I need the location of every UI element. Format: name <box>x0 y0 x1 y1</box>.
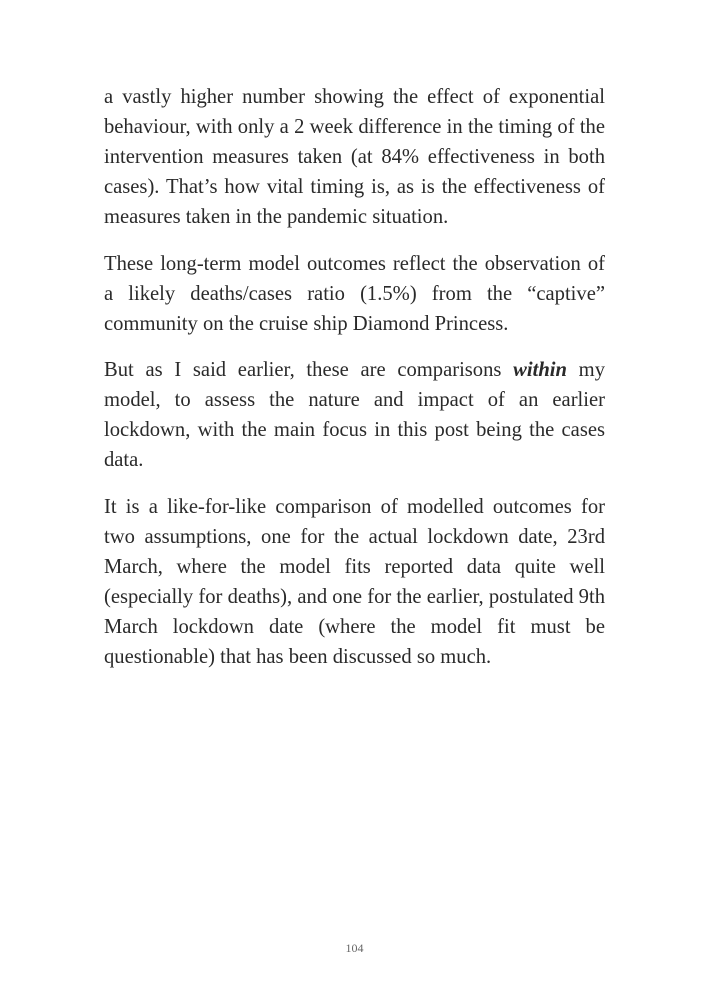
paragraph-3-after: my model, to assess the nature and impact of an earlier lockdown, with the main focus in this post being the cases data. <box>104 359 605 471</box>
emphasized-word: within <box>513 359 567 381</box>
page-number: 104 <box>345 941 364 955</box>
paragraph-1: a vastly higher number showing the effect of exponential behaviour, with only a 2 week difference in the timing of the intervention measures taken (at 84% effectiveness in both cases). That’s how vital timing is, as is the effectiveness of measures taken in the pandemic situation. <box>104 86 605 228</box>
paragraph-3-before: But as I said earlier, these are comparisons <box>104 359 514 381</box>
body-text <box>104 82 605 672</box>
paragraph-2: These long-term model outcomes reflect the observation of a likely deaths/cases ratio (1.5%) from the “captive” community on the cruise ship Diamond Princess. <box>104 252 605 335</box>
paragraph-3 <box>104 355 605 475</box>
paragraph-4: It is a like-for-like comparison of modelled outcomes for two assumptions, one for the actual lockdown date, 23rd March, where the model fits reported data quite well (especially for deaths), and one for the earlier, postulated 9th March lockdown date (where the model fit must be questionable) that has been discussed so much. <box>104 495 605 668</box>
